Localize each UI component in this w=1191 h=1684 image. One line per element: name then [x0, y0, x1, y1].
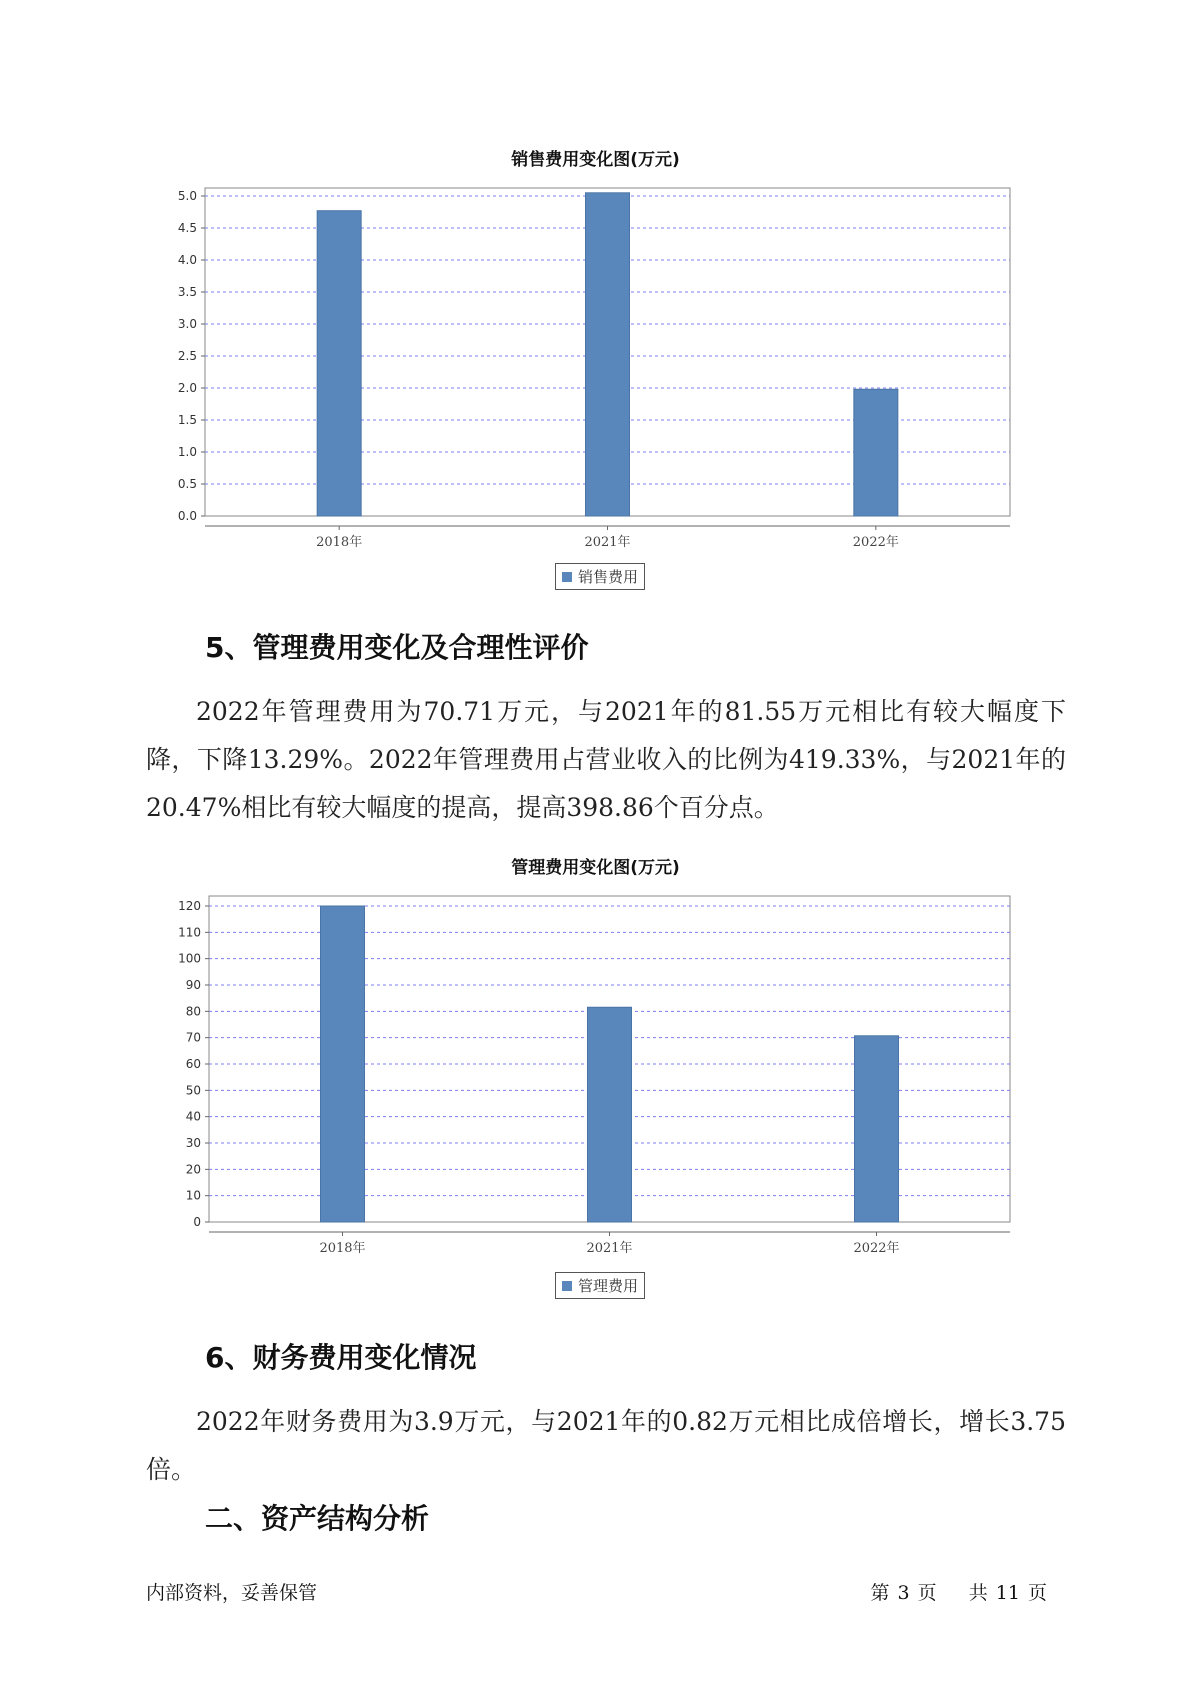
admin-ytick-label: 120 [178, 899, 201, 913]
sales-bar-1 [586, 193, 630, 516]
page-unit: 页 [917, 1582, 937, 1604]
admin-bar-0 [321, 906, 365, 1222]
section-6-paragraph: 2022年财务费用为3.9万元，与2021年的0.82万元相比成倍增长，增长3.75倍。 [146, 1407, 1066, 1484]
section-5-paragraph: 2022年管理费用为70.71万元，与2021年的81.55万元相比有较大幅度下降，下降13.29%。2022年管理费用占营业收入的比例为419.33%，与2021年的20.47%相比有较大幅度的提高，提高398.86个百分点。 [146, 697, 1066, 822]
admin-bar-1 [588, 1007, 632, 1222]
sales-bar-0 [317, 211, 361, 516]
sales-ytick-label: 0.0 [177, 509, 197, 523]
total-unit: 页 [1027, 1582, 1047, 1604]
admin-legend-label: 管理费用 [578, 1277, 639, 1295]
footer-page-number [866, 1578, 1051, 1605]
admin-xtick-label: 2022年 [853, 1241, 900, 1256]
sales-ytick-label: 5.0 [177, 189, 197, 203]
admin-chart-legend [555, 1272, 645, 1299]
admin-ytick-label: 50 [185, 1083, 201, 1098]
section-6-heading: 6、财务费用变化情况 [205, 1341, 477, 1374]
admin-ytick-label: 90 [185, 978, 201, 992]
admin-ytick-label: 100 [178, 951, 201, 966]
sales-chart-legend [555, 563, 645, 590]
sales-legend-label: 销售费用 [578, 568, 639, 586]
legend-swatch-icon [562, 1281, 572, 1291]
admin-ytick-label: 80 [185, 1004, 201, 1019]
admin-ytick-label: 70 [185, 1030, 201, 1045]
sales-ytick-label: 3.5 [177, 285, 197, 299]
sales-xtick-label: 2018年 [316, 535, 363, 550]
total-prefix: 共 [968, 1582, 988, 1604]
sales-bar-2 [854, 389, 898, 516]
sales-expense-chart [0, 180, 1191, 550]
sales-ytick-label: 0.5 [177, 477, 197, 491]
sales-xtick-label: 2022年 [852, 535, 899, 550]
admin-expense-chart [0, 890, 1191, 1256]
admin-ytick-label: 10 [185, 1188, 201, 1203]
admin-xtick-label: 2018年 [319, 1241, 366, 1256]
footer-confidential-note: 内部资料，妥善保管 [146, 1582, 318, 1604]
sales-ytick-label: 4.0 [177, 253, 197, 267]
sales-ytick-label: 1.5 [177, 413, 197, 427]
page-total: 11 [995, 1582, 1020, 1604]
sales-ytick-label: 2.5 [177, 349, 197, 363]
sales-chart-title: 销售费用变化图(万元) [511, 150, 680, 170]
sales-ytick-label: 4.5 [177, 221, 197, 235]
section-5-heading: 5、管理费用变化及合理性评价 [205, 631, 589, 664]
admin-xtick-label: 2021年 [586, 1241, 633, 1256]
admin-bar-2 [855, 1036, 899, 1222]
sales-xtick-label: 2021年 [584, 535, 631, 550]
admin-ytick-label: 110 [178, 925, 201, 940]
admin-ytick-label: 30 [185, 1136, 201, 1150]
page-current: 3 [897, 1582, 910, 1604]
admin-ytick-label: 20 [185, 1162, 201, 1177]
admin-ytick-label: 60 [185, 1057, 201, 1071]
section-2-heading: 二、资产结构分析 [205, 1502, 430, 1535]
admin-ytick-label: 0 [193, 1215, 201, 1229]
admin-ytick-label: 40 [185, 1109, 201, 1124]
sales-ytick-label: 1.0 [177, 445, 197, 459]
page-prefix: 第 [870, 1582, 890, 1604]
sales-ytick-label: 2.0 [177, 381, 197, 395]
admin-chart-title: 管理费用变化图(万元) [511, 858, 680, 878]
sales-ytick-label: 3.0 [177, 317, 197, 331]
legend-swatch-icon [562, 572, 572, 582]
